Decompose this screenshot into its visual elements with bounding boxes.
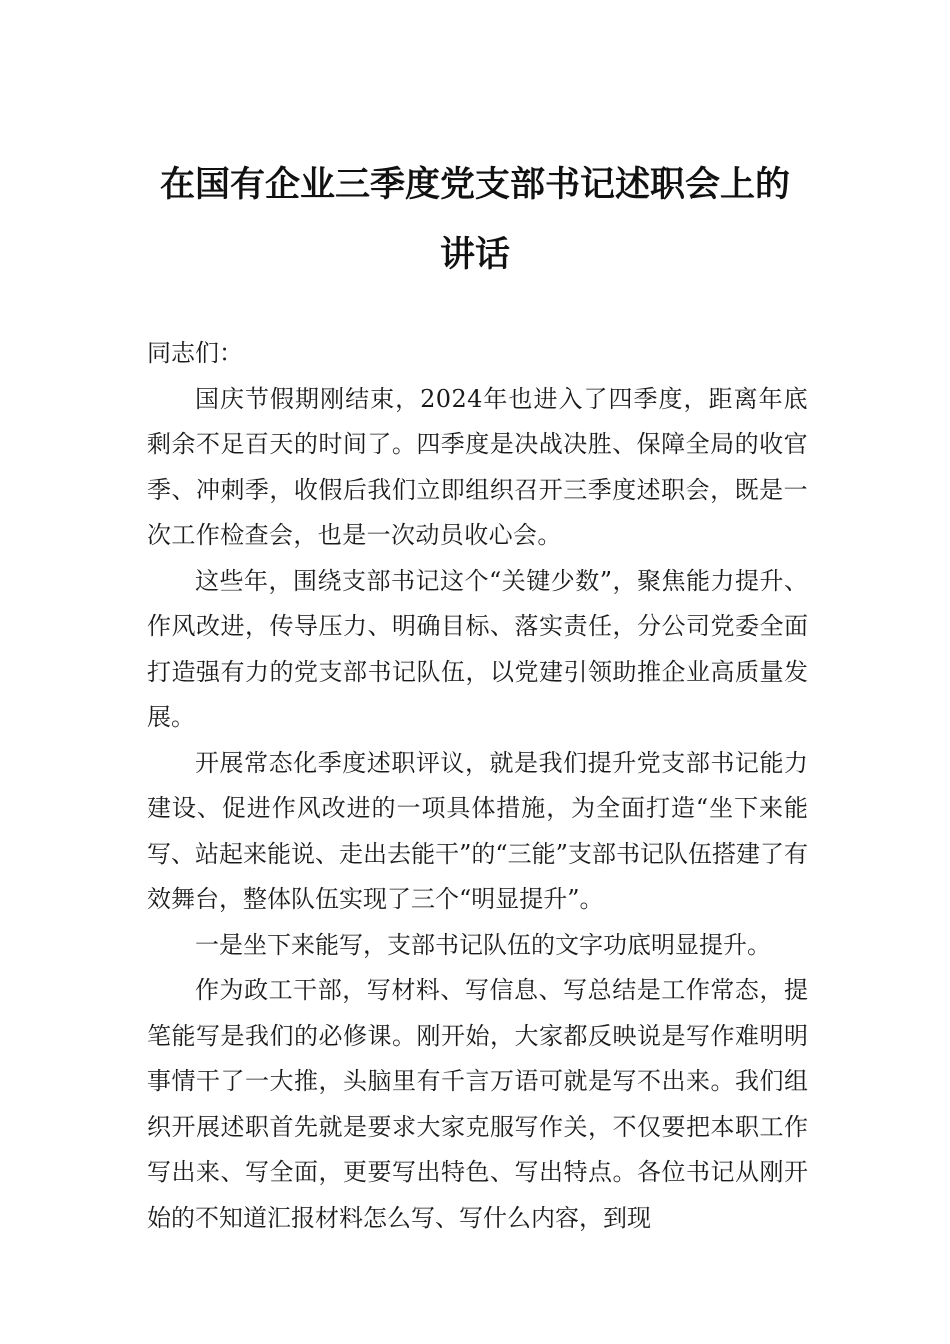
document-body (147, 331, 808, 1241)
document-title-line2: 讲话 (439, 234, 510, 275)
paragraph-5: 作为政工干部，写材料、写信息、写总结是工作常态，提笔能写是我们的必修课。刚开始，大家都反映说是写作难明明事情干了一大推，头脑里有千言万语可就是写不出来。我们组织开展述职首先就是要求大家克服写作关，不仅要把本职工作写出来、写全面，更要写出特色、写出特点。各位书记从刚开始的不知道汇报材料怎么写、写什么内容，到现 (147, 976, 808, 1232)
paragraph-4: 一是坐下来能写，支部书记队伍的文字功底明显提升。 (195, 930, 771, 959)
paragraph-2: 这些年，围绕支部书记这个“关键少数”，聚焦能力提升、作风改进，传导压力、明确目标、落实责任，分公司党委全面打造强有力的党支部书记队伍，以党建引领助推企业高质量发展。 (147, 566, 808, 731)
document-title-line1: 在国有企业三季度党支部书记述职会上的 (159, 164, 790, 205)
paragraph-3: 开展常态化季度述职评议，就是我们提升党支部书记能力建设、促进作风改进的一项具体措施，为全面打造“坐下来能写、站起来能说、走出去能干”的“三能”支部书记队伍搭建了有效舞台，整体队伍实现了三个“明显提升”。 (147, 748, 808, 913)
salutation: 同志们： (147, 339, 243, 367)
paragraph-1: 国庆节假期刚结束，2024年也进入了四季度，距离年底剩余不足百天的时间了。四季度是决战决胜、保障全局的收官季、冲刺季，收假后我们立即组织召开三季度述职会，既是一次工作检查会，也是一次动员收心会。 (147, 384, 808, 549)
